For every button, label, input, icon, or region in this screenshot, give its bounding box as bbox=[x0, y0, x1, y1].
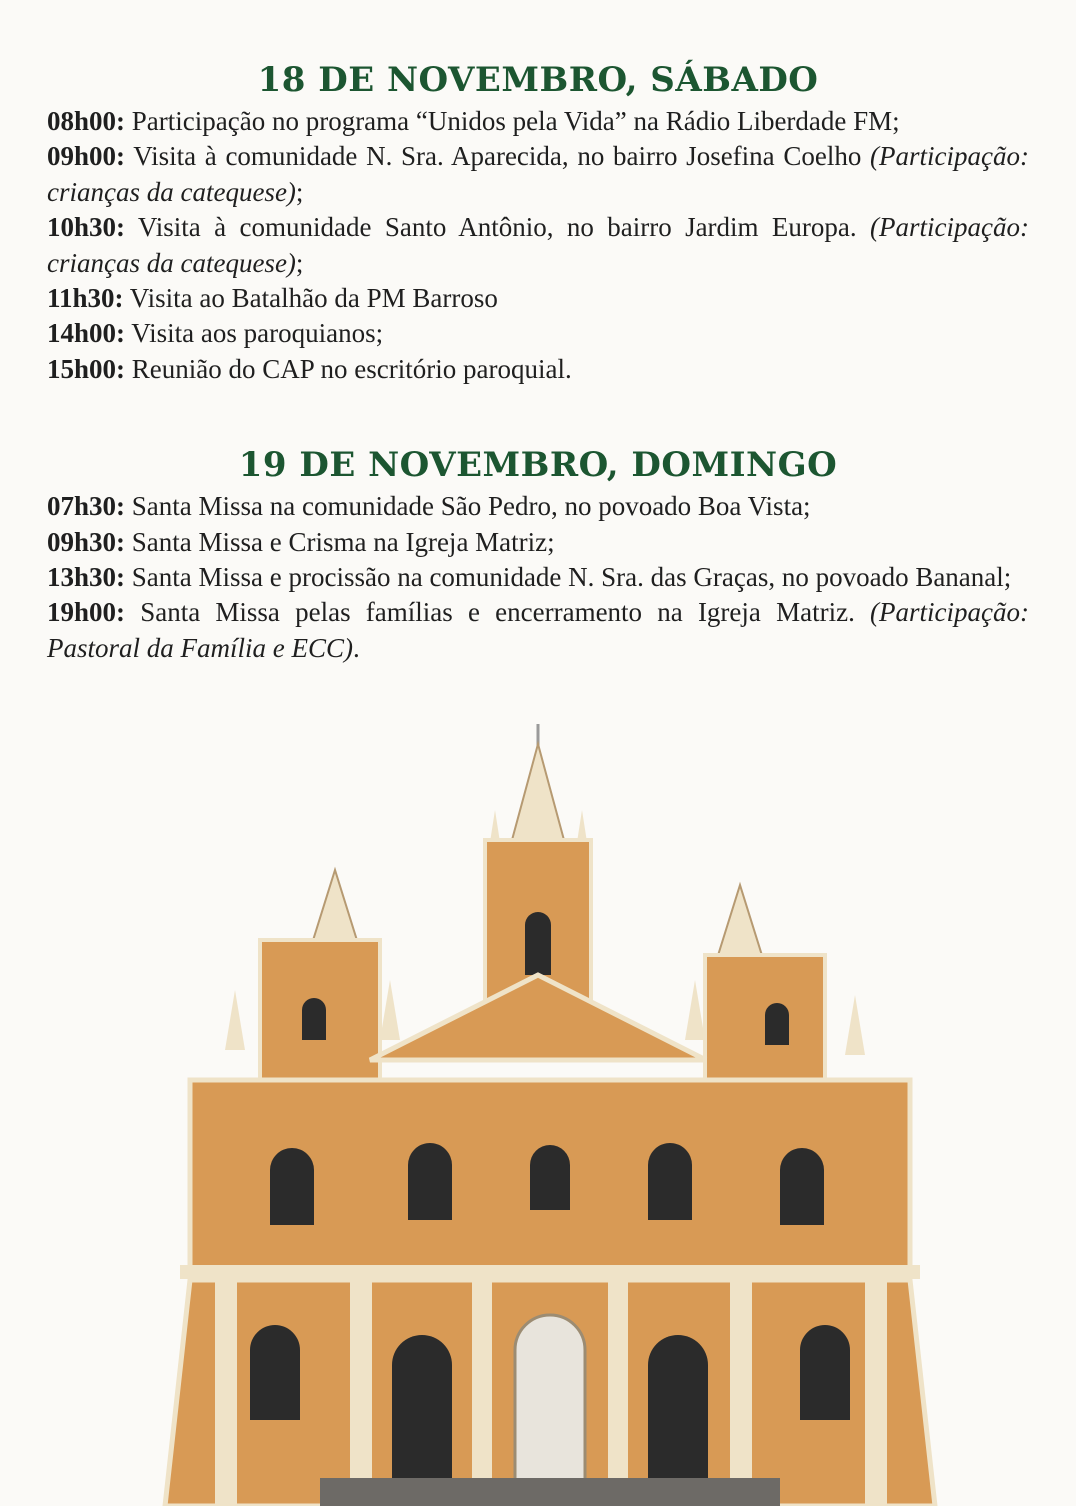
item-text: Santa Missa pelas famílias e encerramento na Igreja Matriz. bbox=[125, 597, 871, 628]
pilaster bbox=[730, 1280, 752, 1506]
item-text: Participação no programa “Unidos pela Vida” na Rádio Liberdade FM; bbox=[125, 106, 900, 136]
item-time: 15h00: bbox=[47, 353, 126, 384]
central-spire bbox=[512, 744, 564, 840]
window bbox=[270, 1148, 314, 1225]
item-text: Visita ao Batalhão da PM Barroso bbox=[123, 283, 498, 314]
item-time: 09h30: bbox=[47, 526, 126, 557]
schedule-item bbox=[47, 352, 1029, 387]
pilaster bbox=[608, 1280, 628, 1506]
day1-list bbox=[47, 104, 1029, 387]
schedule bbox=[47, 58, 1029, 666]
tower-window bbox=[525, 912, 551, 975]
main-door bbox=[515, 1315, 585, 1480]
window bbox=[800, 1325, 850, 1420]
pinnacle bbox=[685, 980, 705, 1040]
item-time: 07h30: bbox=[47, 491, 126, 522]
item-note: (Participação: crianças da catequese) bbox=[47, 212, 1029, 278]
side-door bbox=[648, 1335, 708, 1480]
church-illustration bbox=[120, 720, 980, 1506]
schedule-item bbox=[47, 281, 1029, 316]
window bbox=[648, 1143, 692, 1220]
window bbox=[530, 1145, 570, 1210]
side-door bbox=[392, 1335, 452, 1480]
item-end: . bbox=[353, 632, 360, 663]
schedule-item bbox=[47, 525, 1029, 560]
item-time: 08h00: bbox=[47, 106, 126, 136]
schedule-item bbox=[47, 595, 1029, 666]
pilaster bbox=[215, 1280, 237, 1506]
schedule-item bbox=[47, 139, 1029, 210]
schedule-item bbox=[47, 316, 1029, 351]
day2-list bbox=[47, 489, 1029, 666]
window bbox=[780, 1148, 824, 1225]
pinnacle bbox=[380, 980, 400, 1040]
tower-window bbox=[765, 1003, 789, 1045]
day2-title: 19 DE NOVEMBRO, DOMINGO bbox=[238, 445, 838, 486]
window bbox=[408, 1143, 452, 1220]
item-text: Visita à comunidade Santo Antônio, no bairro Jardim Europa. bbox=[125, 212, 871, 243]
item-time: 09h00: bbox=[47, 141, 126, 172]
item-text: Santa Missa na comunidade São Pedro, no povoado Boa Vista; bbox=[125, 491, 811, 522]
item-text: Santa Missa e procissão na comunidade N. Sra. das Graças, no povoado Bananal; bbox=[125, 562, 1012, 593]
central-gable bbox=[370, 975, 706, 1060]
schedule-item bbox=[47, 104, 1029, 139]
item-text: Visita à comunidade N. Sra. Aparecida, no bairro Josefina Coelho bbox=[125, 141, 871, 172]
item-time: 14h00: bbox=[47, 318, 126, 349]
item-end: ; bbox=[295, 247, 304, 278]
item-end: ; bbox=[295, 176, 304, 207]
pinnacle bbox=[845, 995, 865, 1055]
pilaster bbox=[472, 1280, 492, 1506]
pilaster bbox=[865, 1280, 887, 1506]
tower-window bbox=[302, 998, 326, 1040]
window bbox=[250, 1325, 300, 1420]
day1-title: 18 DE NOVEMBRO, SÁBADO bbox=[257, 60, 819, 100]
item-note: (Participação: crianças da catequese) bbox=[47, 141, 1029, 207]
item-note: (Participação: Pastoral da Família e ECC) bbox=[47, 597, 1029, 663]
schedule-item bbox=[47, 210, 1029, 281]
item-text: Visita aos paroquianos; bbox=[125, 318, 384, 349]
item-time: 13h30: bbox=[47, 562, 126, 593]
item-time: 19h00: bbox=[47, 597, 126, 628]
cornice bbox=[180, 1265, 920, 1279]
steps bbox=[320, 1478, 780, 1506]
item-text: Reunião do CAP no escritório paroquial. bbox=[125, 353, 572, 384]
pinnacle bbox=[225, 990, 245, 1050]
pilaster bbox=[350, 1280, 372, 1506]
item-time: 11h30: bbox=[47, 283, 124, 314]
item-time: 10h30: bbox=[47, 212, 126, 243]
schedule-item bbox=[47, 560, 1029, 595]
item-text: Santa Missa e Crisma na Igreja Matriz; bbox=[125, 526, 555, 557]
schedule-item bbox=[47, 489, 1029, 524]
